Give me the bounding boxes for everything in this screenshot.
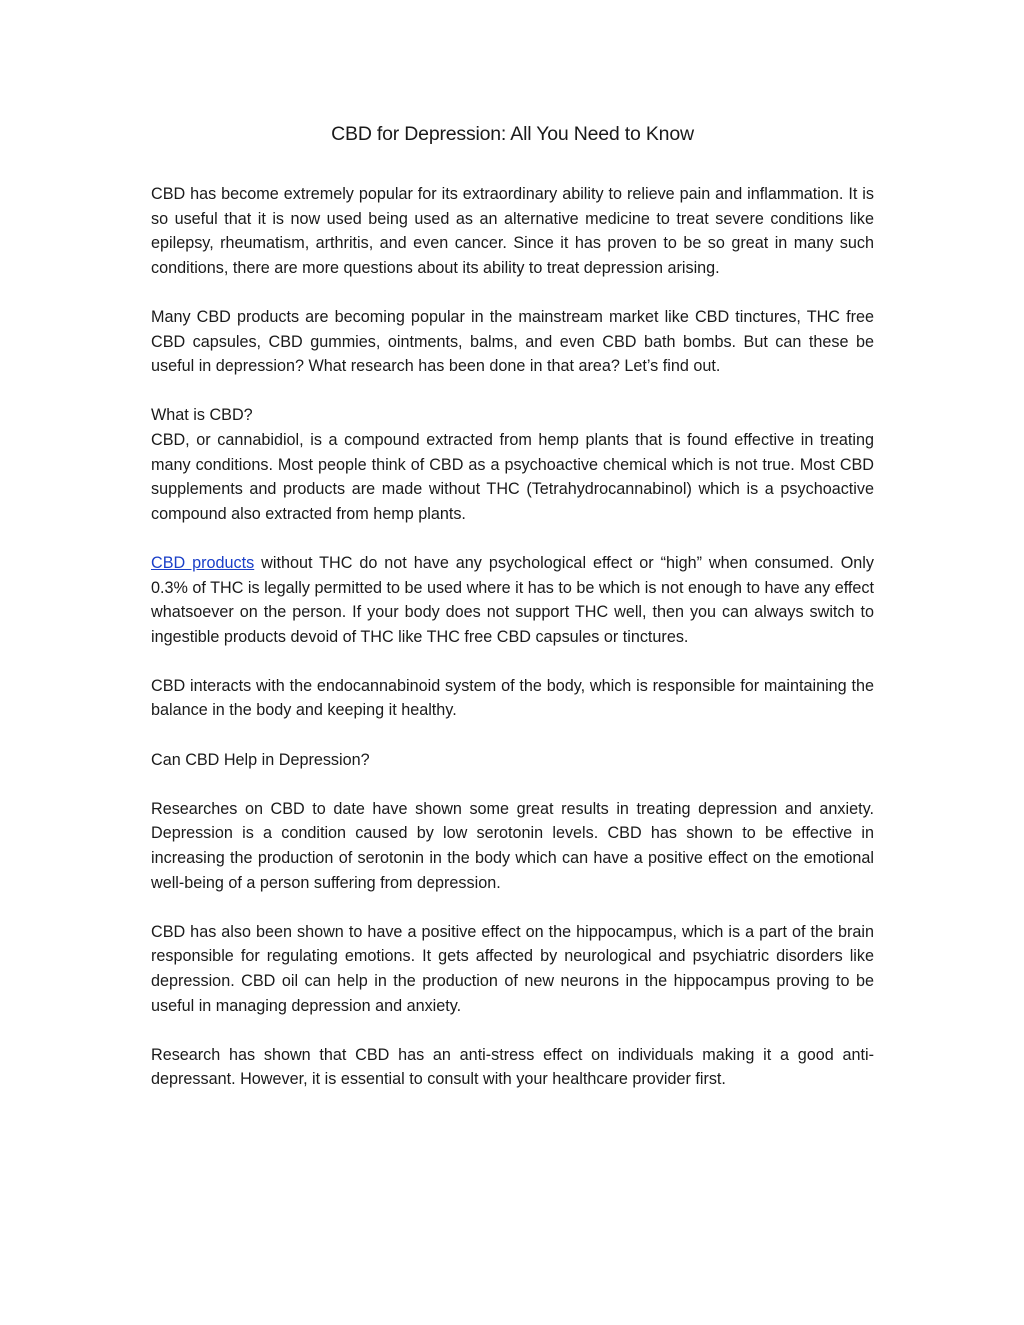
paragraph-anti-stress: Research has shown that CBD has an anti-stress effect on individuals making it a good anti-depressant. However, it is essential to consult with your healthcare provider first. [151, 1045, 874, 1089]
document-title: CBD for Depression: All You Need to Know [331, 123, 694, 145]
paragraph-intro: CBD has become extremely popular for its extraordinary ability to relieve pain and inflammation. It is so useful that it is now used being used as an alternative medicine to treat severe conditions like epilepsy, rheumatism, arthritis, and even cancer. Since it has proven to be so great in many such conditions, there are more questions about its ability to treat depression arising. [151, 185, 874, 277]
paragraph-thc [151, 551, 874, 649]
section-heading-what-is-cbd: What is CBD? [151, 406, 253, 425]
paragraph-thc-text: without THC do not have any psychological effect or “high” when consumed. Only 0.3% of THC is legally permitted to be used where it has to be which is not enough to have any effect whatsoever on the person. If your body does not support THC well, then you can always switch to ingestible products devoid of THC like THC free CBD capsules or tinctures. [151, 553, 874, 646]
paragraph-spacer [151, 379, 874, 404]
document-page [151, 120, 874, 1092]
paragraph-spacer [151, 526, 874, 551]
paragraph-research: Researches on CBD to date have shown some great results in treating depression and anxiety. Depression is a condition caused by low serotonin levels. CBD has shown to be effective in increasing the production of serotonin in the body which can have a positive effect on the emotional well-being of a person suffering from depression. [151, 799, 874, 892]
paragraph-spacer [151, 280, 874, 305]
paragraph-spacer [151, 772, 874, 797]
paragraph-what-is-cbd: CBD, or cannabidiol, is a compound extracted from hemp plants that is found effective in treating many conditions. Most people think of CBD as a psychoactive chemical which is not true. Most CBD supplements and products are made without THC (Tetrahydrocannabinol) which is a psychoactive compound also extracted from hemp plants. [151, 430, 874, 523]
paragraph-spacer [151, 723, 874, 748]
paragraph-endocannabinoid: CBD interacts with the endocannabinoid system of the body, which is responsible for maintaining the balance in the body and keeping it healthy. [151, 676, 874, 720]
paragraph-spacer [151, 1018, 874, 1043]
cbd-products-link[interactable]: CBD products [151, 553, 255, 572]
paragraph-hippocampus: CBD has also been shown to have a positive effect on the hippocampus, which is a part of the brain responsible for regulating emotions. It gets affected by neurological and psychiatric disorders like depression. CBD oil can help in the production of new neurons in the hippocampus proving to be useful in managing depression and anxiety. [151, 922, 874, 1015]
paragraph-spacer [151, 895, 874, 920]
section-heading-can-cbd-help: Can CBD Help in Depression? [151, 750, 370, 769]
paragraph-products: Many CBD products are becoming popular in the mainstream market like CBD tinctures, THC free CBD capsules, CBD gummies, ointments, balms, and even CBD bath bombs. But can these be useful in depression? What research has been done in that area? Let’s find out. [151, 307, 874, 376]
paragraph-spacer [151, 649, 874, 674]
